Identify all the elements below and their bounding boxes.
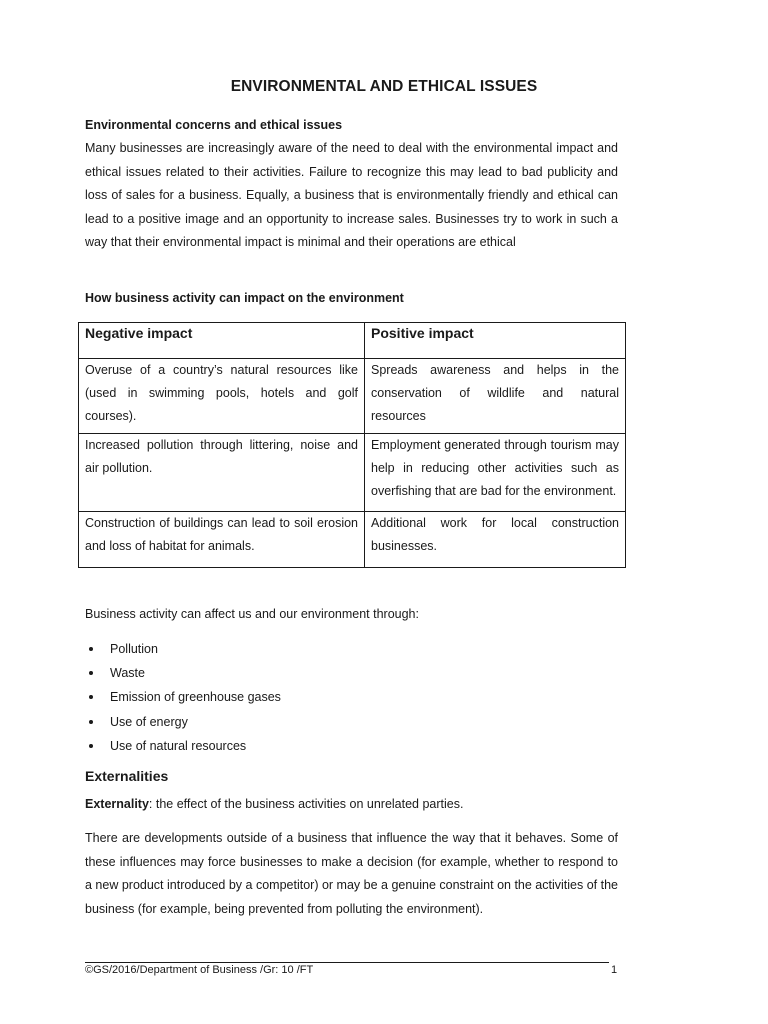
definition-text: : the effect of the business activities on unrelated parties. — [148, 797, 464, 811]
list-item — [85, 734, 281, 758]
positive-impact-cell: Employment generated through tourism may help in reducing other activities such as overfishing that are bad for the environment. — [365, 434, 626, 512]
externalities-paragraph: There are developments outside of a business that influence the way that it behaves. Some of these influences may force businesses to make a decision (for example, whether to respond to a new product introduced by a competitor) or may be a genuine constraint on the activities of the business (for example, being prevented from polluting the environment). — [85, 831, 618, 916]
section-heading-environmental-concerns: Environmental concerns and ethical issues — [85, 118, 343, 132]
effects-bullet-list — [85, 637, 281, 758]
positive-impact-cell: Spreads awareness and helps in the conservation of wildlife and natural resources — [365, 359, 626, 434]
table-row — [79, 359, 626, 434]
list-item — [85, 710, 281, 734]
list-item-text: Use of energy — [110, 714, 188, 729]
negative-impact-cell: Construction of buildings can lead to soil erosion and loss of habitat for animals. — [79, 512, 365, 568]
table-row — [79, 434, 626, 512]
bullet-icon — [89, 695, 93, 699]
document-title: ENVIRONMENTAL AND ETHICAL ISSUES — [230, 78, 538, 95]
list-item — [85, 685, 281, 709]
table-row — [79, 512, 626, 568]
list-item-text: Pollution — [110, 642, 158, 656]
page-number: 1 — [611, 964, 618, 976]
impact-table — [78, 322, 626, 568]
negative-impact-cell: Overuse of a country’s natural resources like (used in swimming pools, hotels and golf courses). — [79, 359, 365, 434]
positive-impact-cell: Additional work for local construction businesses. — [365, 512, 626, 568]
list-item-text: Use of natural resources — [110, 738, 247, 753]
list-item — [85, 661, 281, 685]
bullet-icon — [89, 647, 93, 651]
externalities-heading: Externalities — [85, 768, 169, 784]
intro-paragraph: Many businesses are increasingly aware of the need to deal with the environmental impact and ethical issues related to their activities. Failure to recognize this may lead to bad publicity and loss of sales for a business. Equally, a business that is environmentally friendly and ethical can lead to a positive image and an opportunity to increase sales. Businesses try to work in such a way that their environmental impact is minimal and their operations are ethical — [85, 141, 618, 250]
list-item-text: Waste — [110, 666, 145, 681]
section-heading-business-impact: How business activity can impact on the environment — [85, 291, 404, 305]
table-header-row — [79, 323, 626, 359]
list-item — [85, 637, 281, 661]
negative-impact-cell: Increased pollution through littering, noise and air pollution. — [79, 434, 365, 512]
bullet-icon — [89, 720, 93, 724]
header-positive-impact: Positive impact — [365, 323, 626, 359]
externality-definition — [85, 793, 618, 817]
bullet-icon — [89, 671, 93, 675]
footer-divider — [85, 962, 609, 963]
header-negative-impact: Negative impact — [79, 323, 365, 359]
affect-intro-text: Business activity can affect us and our environment through: — [85, 607, 419, 621]
bullet-icon — [89, 744, 93, 748]
definition-term: Externality — [85, 797, 149, 811]
footer-copyright: ©GS/2016/Department of Business /Gr: 10 /FT — [85, 964, 314, 976]
list-item-text: Emission of greenhouse gases — [110, 690, 281, 705]
